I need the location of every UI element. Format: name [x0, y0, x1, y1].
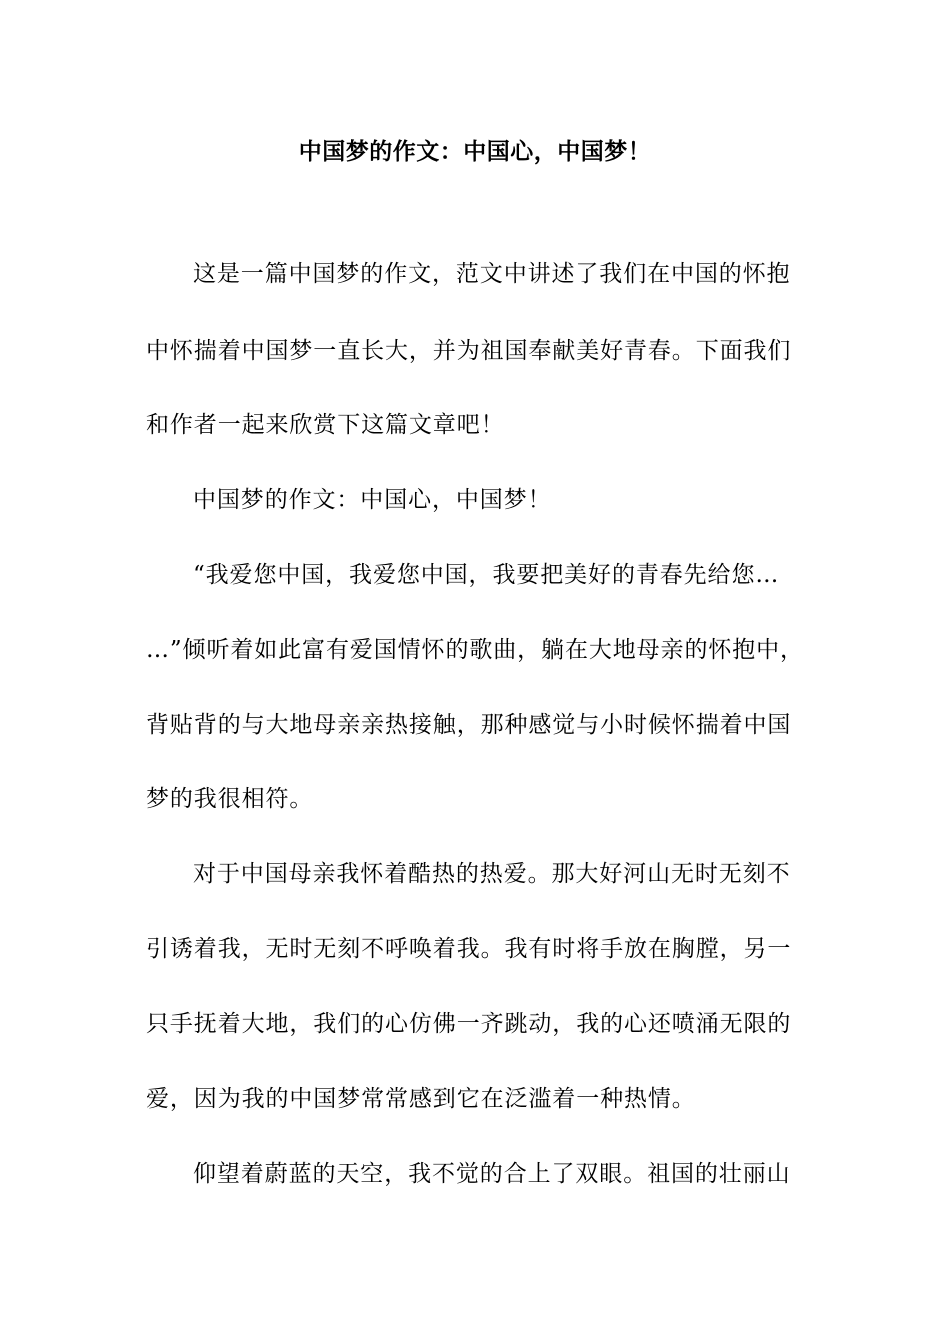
paragraph-line: 爱，因为我的中国梦常常感到它在泛滥着一种热情。: [146, 1086, 696, 1112]
paragraph-line: 引诱着我，无时无刻不呼唤着我。我有时将手放在胸膛，另一: [146, 936, 792, 962]
paragraph-line: 只手抚着大地，我们的心仿佛一齐跳动，我的心还喷涌无限的: [146, 1011, 792, 1037]
paragraph-line: 梦的我很相符。: [146, 786, 314, 812]
paragraph-line: 对于中国母亲我怀着酷热的热爱。那大好河山无时无刻不: [193, 861, 791, 887]
paragraph-line: 和作者一起来欣赏下这篇文章吧！: [146, 412, 505, 438]
paragraph-line: 这是一篇中国梦的作文，范文中讲述了我们在中国的怀抱: [193, 261, 791, 287]
paragraph-line: “我爱您中国，我爱您中国，我要把美好的青春先给您…: [193, 562, 780, 588]
paragraph-line: 仰望着蔚蓝的天空，我不觉的合上了双眼。祖国的壮丽山: [193, 1161, 791, 1187]
paragraph-line: 中国梦的作文：中国心，中国梦！: [193, 487, 552, 513]
paragraph-line: …”倾听着如此富有爱国情怀的歌曲，躺在大地母亲的怀抱中，: [146, 637, 804, 663]
document-title: 中国梦的作文：中国心，中国梦！: [298, 138, 652, 165]
paragraph-line: 中怀揣着中国梦一直长大，并为祖国奉献美好青春。下面我们: [146, 338, 792, 364]
paragraph-line: 背贴背的与大地母亲亲热接触，那种感觉与小时候怀揣着中国: [146, 712, 792, 738]
